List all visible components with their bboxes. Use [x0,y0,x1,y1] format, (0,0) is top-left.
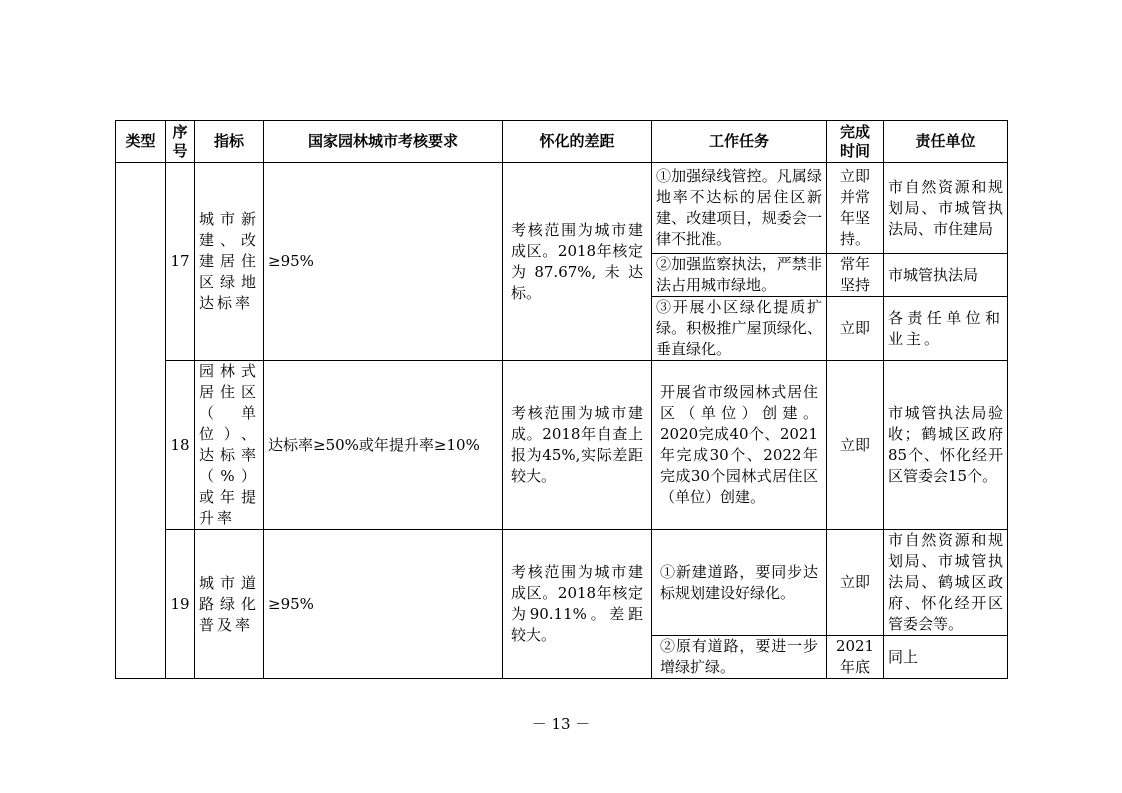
seq-cell: 18 [166,361,195,530]
time-cell: 立即 [827,530,884,636]
header-requirement: 国家园林城市考核要求 [264,121,503,163]
table-row [116,530,1008,636]
table-row [116,361,1008,530]
header-time: 完成时间 [827,121,884,163]
page-number: － 13 － [531,715,591,733]
type-cell [116,163,166,679]
indicator-cell: 城市道路绿化普及率 [195,530,264,679]
requirement-cell: ≥95% [264,530,503,679]
header-row [116,121,1008,163]
time-cell: 立即并常年坚持。 [827,163,884,254]
header-seq: 序号 [166,121,195,163]
seq-cell: 19 [166,530,195,679]
header-type: 类型 [116,121,166,163]
task-cell: ①加强绿线管控。凡属绿地率不达标的居住区新建、改建项目，规委会一律不批准。 [652,163,827,254]
header-unit: 责任单位 [884,121,1008,163]
assessment-table [115,120,1008,679]
task-cell: ①新建道路，要同步达标规划建设好绿化。 [652,530,827,636]
indicator-cell: 园林式居住区（单位）、达标率（%）或年提升率 [195,361,264,530]
indicator-cell: 城市新建、改建居住区绿地达标率 [195,163,264,361]
header-gap: 怀化的差距 [503,121,652,163]
unit-cell: 各责任单位和业主。 [884,297,1008,361]
gap-cell: 考核范围为城市建成区。2018年核定为90.11%。差距较大。 [503,530,652,679]
gap-cell: 考核范围为城市建成。2018年自查上报为45%,实际差距较大。 [503,361,652,530]
task-cell: ②原有道路，要进一步增绿扩绿。 [652,636,827,679]
table-row [116,163,1008,254]
seq-cell: 17 [166,163,195,361]
gap-cell: 考核范围为城市建成区。2018年核定为87.67%,未达标。 [503,163,652,361]
time-cell: 常年坚持 [827,254,884,297]
time-cell: 立即 [827,361,884,530]
header-task: 工作任务 [652,121,827,163]
unit-cell: 市城管执法局 [884,254,1008,297]
requirement-cell: 达标率≥50%或年提升率≥10% [264,361,503,530]
time-cell: 立即 [827,297,884,361]
header-indicator: 指标 [195,121,264,163]
unit-cell: 市城管执法局验收；鹤城区政府85个、怀化经开区管委会15个。 [884,361,1008,530]
task-cell: ③开展小区绿化提质扩绿。积极推广屋顶绿化、垂直绿化。 [652,297,827,361]
time-cell: 2021年底 [827,636,884,679]
unit-cell: 市自然资源和规划局、市城管执法局、市住建局 [884,163,1008,254]
task-cell: 开展省市级园林式居住区（单位）创建。2020完成40个、2021年完成30个、2022年完成30个园林式居住区（单位）创建。 [652,361,827,530]
task-cell: ②加强监察执法，严禁非法占用城市绿地。 [652,254,827,297]
requirement-cell: ≥95% [264,163,503,361]
unit-cell: 市自然资源和规划局、市城管执法局、鹤城区政府、怀化经开区管委会等。 [884,530,1008,636]
unit-cell: 同上 [884,636,1008,679]
